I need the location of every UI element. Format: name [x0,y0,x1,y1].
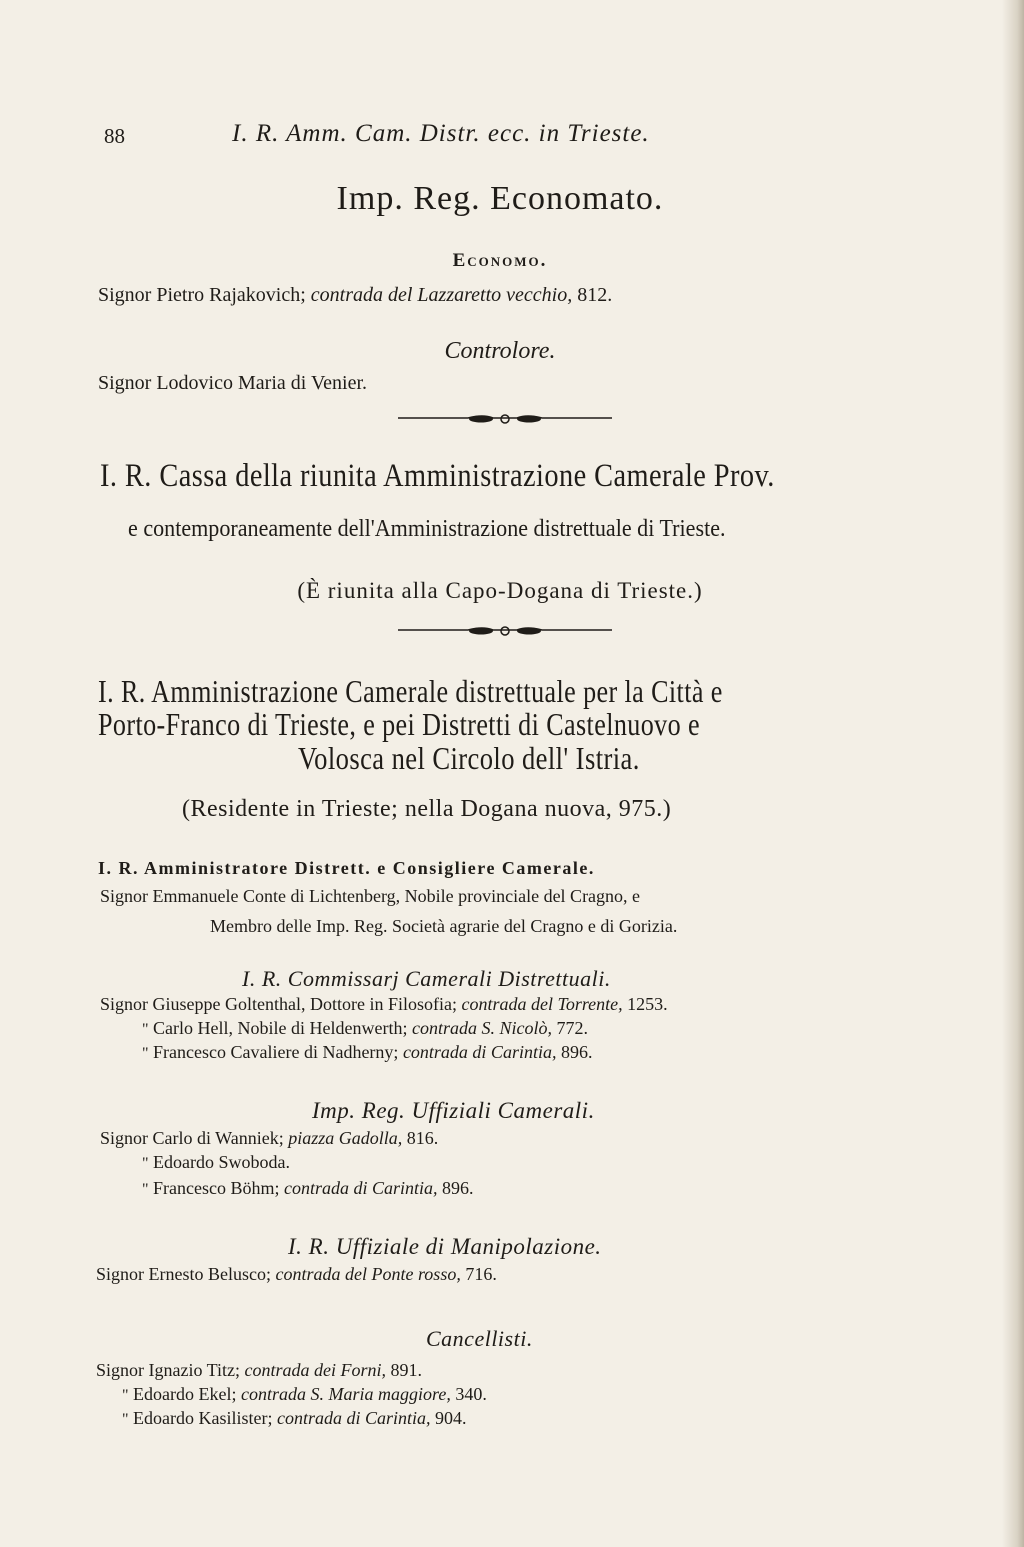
cancellisti-row-2 [122,1384,487,1405]
entry-number: 812. [577,284,613,306]
commissarj-row-3 [142,1042,592,1063]
entry-name: Ernesto Belusco; [148,1264,271,1284]
entry-number: 904. [435,1408,467,1428]
entry-number: 816. [406,1128,439,1148]
ditto-mark: " [142,1045,149,1062]
section-title-cassa: I. R. Cassa della riunita Amministrazione Camerale Prov. [100,458,775,494]
page-edge [1002,0,1024,1547]
entry-line1: Emmanuele Conte di Lichtenberg, Nobile provinciale del Cragno, e [152,886,641,906]
uffiziali-row-2 [142,1152,290,1173]
entry-prefix: Signor [98,372,152,394]
entry-number: 1253. [627,994,668,1014]
heading-manipolazione: I. R. Uffiziale di Manipolazione. [288,1234,602,1259]
heading-economo: Economo. [452,250,548,271]
entry-number: 716. [465,1264,497,1284]
heading-amministratore: I. R. Amministratore Distrett. e Consigliere Camerale. [98,858,595,878]
entry-name: Carlo di Wanniek; [152,1128,284,1148]
entry-address: piazza Gadolla, [288,1128,403,1148]
running-title: I. R. Amm. Cam. Distr. ecc. in Trieste. [232,120,650,147]
entry-address: contrada S. Nicolò, [411,1018,552,1038]
heading-controlore: Controlore. [444,338,556,364]
entry-prefix: Signor [98,284,152,306]
heading-uffiziali: Imp. Reg. Uffiziali Camerali. [312,1098,595,1123]
entry-address: contrada del Ponte rosso, [275,1264,461,1284]
ditto-mark: " [142,1155,149,1172]
entry-name: Ignazio Titz; [148,1360,241,1380]
entry-address: contrada del Lazzaretto vecchio, [310,284,573,306]
entry-number: 891. [390,1360,423,1380]
entry-address: contrada di Carintia, [277,1408,431,1428]
page-number: 88 [104,124,125,148]
section-title-line1: I. R. Amministrazione Camerale distrettuale per la Città e [98,673,723,709]
entry-address: contrada di Carintia, [402,1042,557,1062]
entry-name: Edoardo Ekel; [133,1384,237,1404]
uffiziali-row-1 [100,1128,438,1149]
entry-prefix: Signor [100,1128,149,1148]
entry-prefix: Signor [100,886,149,906]
ornamental-divider-icon [398,624,612,638]
entry-number: 772. [556,1018,588,1038]
entry-number: 896. [442,1178,474,1198]
entry-name: Edoardo Kasilister; [133,1408,273,1428]
entry-address: contrada del Torrente, [461,994,623,1014]
heading-commissarj: I. R. Commissarj Camerali Distrettuali. [242,966,611,991]
entry-name: Carlo Hell, Nobile di Heldenwerth; [153,1018,408,1038]
cancellisti-row-3 [122,1408,467,1429]
ornamental-divider-icon [398,412,612,426]
uffiziali-row-3 [142,1178,474,1199]
entry-manipolazione [96,1264,497,1285]
entry-address: contrada dei Forni, [244,1360,387,1380]
entry-name: Francesco Cavaliere di Nadherny; [153,1042,399,1062]
entry-number: 896. [560,1042,593,1062]
entry-name: Giuseppe Goltenthal, Dottore in Filosofia; [152,994,457,1014]
entry-prefix: Signor [96,1264,145,1284]
entry-number: 340. [455,1384,487,1404]
ditto-mark: " [122,1411,129,1428]
entry-name: Pietro Rajakovich; [156,284,306,306]
entry-amministratore-line2: Membro delle Imp. Reg. Società agrarie del Cragno e di Gorizia. [210,916,678,936]
note-cassa: (È riunita alla Capo-Dogana di Trieste.) [297,578,703,603]
section-title-economato: Imp. Reg. Economato. [336,180,664,217]
entry-prefix: Signor [100,994,149,1014]
entry-address: contrada di Carintia, [284,1178,438,1198]
commissarj-row-1 [100,994,668,1015]
residence-note: (Residente in Trieste; nella Dogana nuova, 975.) [182,796,672,822]
heading-cancellisti: Cancellisti. [426,1326,533,1351]
entry-address: contrada S. Maria maggiore, [241,1384,451,1404]
section-title-line3: Volosca nel Circolo dell' Istria. [298,740,640,776]
commissarj-row-2 [142,1018,588,1039]
entry-economo [98,284,612,307]
ditto-mark: " [122,1387,129,1404]
cancellisti-row-1 [96,1360,422,1381]
ditto-mark: " [142,1181,149,1198]
entry-name: Francesco Böhm; [153,1178,280,1198]
entry-controlore [98,372,367,395]
section-subtitle-cassa: e contemporaneamente dell'Amministrazione distrettuale di Trieste. [128,516,726,542]
entry-prefix: Signor [96,1360,145,1380]
ditto-mark: " [142,1021,149,1038]
entry-name: Edoardo Swoboda. [153,1152,291,1172]
entry-amministratore [100,886,640,907]
entry-name: Lodovico Maria di Venier. [156,372,368,394]
section-title-line2: Porto-Franco di Trieste, e pei Distretti di Castelnuovo e [98,706,700,742]
